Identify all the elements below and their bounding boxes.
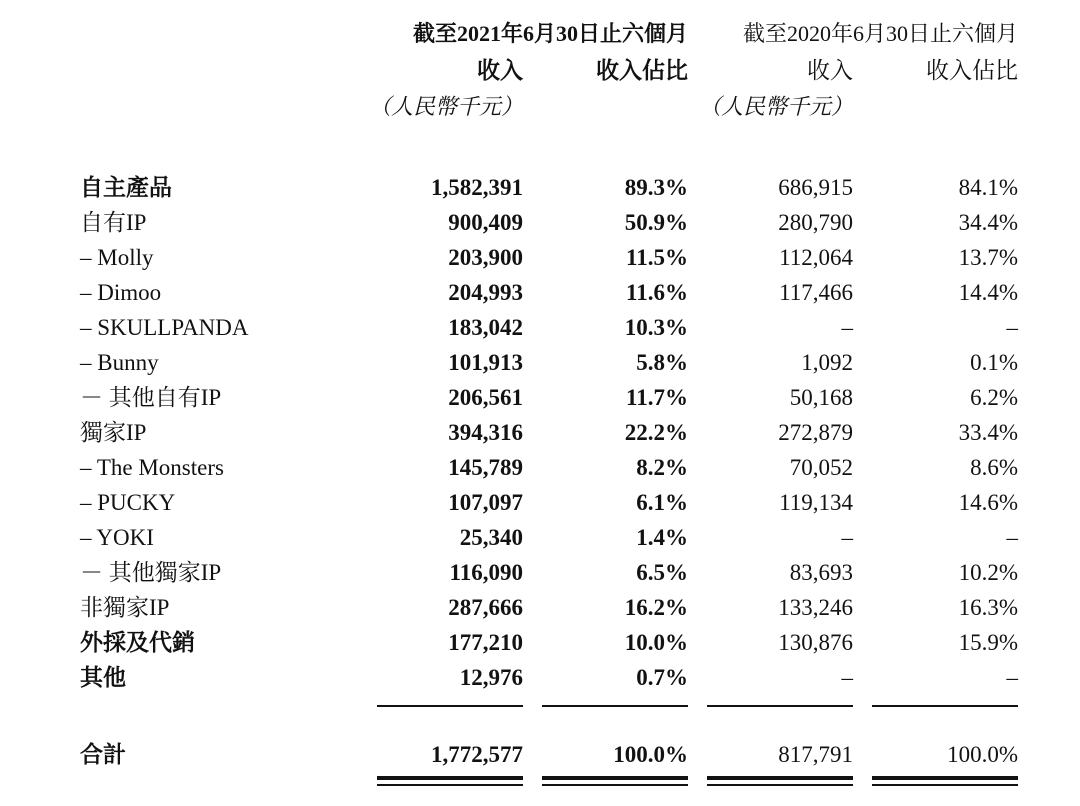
revenue-2021-cell: 900,409 [448, 210, 523, 235]
row-label: 獨家IP [80, 420, 147, 445]
table-header-periods [80, 16, 1018, 52]
table-header-columns [80, 52, 1018, 90]
table-row [80, 170, 1018, 205]
row-label: 自有IP [80, 210, 147, 235]
table-row [80, 450, 1018, 485]
subtotal-rule-row [80, 695, 1018, 711]
share-2020-cell: 8.6% [970, 455, 1018, 480]
table-row [80, 275, 1018, 310]
double-rule [688, 776, 853, 786]
share-2021-cell: 50.9% [624, 210, 688, 235]
row-label: – PUCKY [80, 490, 176, 515]
revenue-2020-cell: 272,879 [778, 420, 853, 445]
revenue-2021-cell: 107,097 [448, 490, 523, 515]
share-2021-cell: 11.6% [626, 280, 688, 305]
table-row [80, 555, 1018, 590]
revenue-2020-cell: – [841, 525, 853, 550]
revenue-2020-column-header: 收入 [807, 58, 853, 83]
revenue-2020-cell: 70,052 [789, 455, 853, 480]
share-2020-cell: 34.4% [958, 210, 1018, 235]
row-label: 自主產品 [80, 175, 172, 200]
table-row [80, 625, 1018, 660]
table-row [80, 240, 1018, 275]
single-rule [353, 695, 523, 708]
share-2021-cell: 0.7% [636, 665, 688, 690]
share-2020-cell: 14.4% [958, 280, 1018, 305]
table-body [80, 170, 1018, 786]
row-label: – SKULLPANDA [80, 315, 249, 340]
revenue-2020-cell: 686,915 [778, 175, 853, 200]
share-2020-cell: – [1006, 525, 1018, 550]
share-2021-cell: 10.0% [624, 630, 688, 655]
share-2021-cell: 8.2% [636, 455, 688, 480]
table-row [80, 520, 1018, 555]
revenue-2021-cell: 12,976 [459, 665, 523, 690]
row-label: – YOKI [80, 525, 154, 550]
row-label: – The Monsters [80, 455, 224, 480]
revenue-2021-cell: 204,993 [448, 280, 523, 305]
revenue-2021-cell: 394,316 [448, 420, 523, 445]
row-label: － 其他獨家IP [80, 560, 222, 585]
revenue-2020-cell: 112,064 [779, 245, 853, 270]
total-share-2021-cell: 100.0% [613, 742, 688, 767]
revenue-2020-cell: 280,790 [778, 210, 853, 235]
table-row [80, 380, 1018, 415]
revenue-2021-cell: 101,913 [448, 350, 523, 375]
share-2021-column-header: 收入佔比 [596, 58, 688, 83]
single-rule [688, 695, 853, 708]
revenue-2021-cell: 177,210 [448, 630, 523, 655]
revenue-2020-cell: 133,246 [778, 595, 853, 620]
total-label: 合計 [80, 742, 126, 767]
share-2020-cell: 0.1% [970, 350, 1018, 375]
revenue-2020-cell: 117,466 [779, 280, 853, 305]
revenue-2020-cell: 119,134 [779, 490, 853, 515]
unit-2021-label: （人民幣千元） [368, 94, 523, 119]
revenue-2020-cell: 83,693 [789, 560, 853, 585]
revenue-2020-cell: – [841, 315, 853, 340]
share-2020-cell: – [1006, 315, 1018, 340]
row-label: 其他 [80, 665, 126, 690]
share-2021-cell: 10.3% [624, 315, 688, 340]
table-row [80, 660, 1018, 695]
revenue-2020-cell: – [841, 665, 853, 690]
row-label: – Dimoo [80, 280, 162, 305]
revenue-2021-cell: 203,900 [448, 245, 523, 270]
revenue-2020-cell: 130,876 [778, 630, 853, 655]
period-2021-header: 截至2021年6月30日止六個月 [412, 21, 688, 46]
share-2021-cell: 11.7% [626, 385, 688, 410]
share-2021-cell: 89.3% [624, 175, 688, 200]
revenue-2021-cell: 1,582,391 [431, 175, 523, 200]
revenue-2020-cell: 50,168 [789, 385, 853, 410]
row-label: 非獨家IP [80, 595, 170, 620]
total-share-2020-cell: 100.0% [947, 742, 1018, 767]
table-row [80, 590, 1018, 625]
single-rule [853, 695, 1018, 708]
unit-2020-label: （人民幣千元） [698, 94, 853, 119]
share-2020-cell: 14.6% [958, 490, 1018, 515]
share-2021-cell: 1.4% [636, 525, 688, 550]
table-row [80, 485, 1018, 520]
total-double-rule-row [80, 776, 1018, 786]
period-2020-header: 截至2020年6月30日止六個月 [742, 21, 1018, 46]
revenue-2021-column-header: 收入 [477, 58, 523, 83]
total-revenue-2020-cell: 817,791 [778, 742, 853, 767]
share-2020-cell: 6.2% [970, 385, 1018, 410]
share-2020-cell: 33.4% [958, 420, 1018, 445]
share-2021-cell: 16.2% [624, 595, 688, 620]
table-row [80, 205, 1018, 240]
share-2020-cell: – [1006, 665, 1018, 690]
table-row [80, 345, 1018, 380]
revenue-2020-cell: 1,092 [801, 350, 853, 375]
table-row [80, 310, 1018, 345]
revenue-2021-cell: 145,789 [448, 455, 523, 480]
total-revenue-2021-cell: 1,772,577 [431, 742, 523, 767]
single-rule [523, 695, 688, 708]
share-2021-cell: 11.5% [626, 245, 688, 270]
double-rule [523, 776, 688, 786]
share-2020-cell: 13.7% [958, 245, 1018, 270]
share-2020-cell: 10.2% [958, 560, 1018, 585]
share-2021-cell: 6.1% [636, 490, 688, 515]
row-label: – Bunny [80, 350, 159, 375]
table-row [80, 415, 1018, 450]
revenue-2021-cell: 183,042 [448, 315, 523, 340]
share-2021-cell: 22.2% [624, 420, 688, 445]
share-2020-cell: 16.3% [958, 595, 1018, 620]
row-label: – Molly [80, 245, 154, 270]
share-2021-cell: 6.5% [636, 560, 688, 585]
revenue-2021-cell: 206,561 [448, 385, 523, 410]
double-rule [853, 776, 1018, 786]
share-2020-column-header: 收入佔比 [926, 58, 1018, 83]
share-2021-cell: 5.8% [636, 350, 688, 375]
table-header-units [80, 90, 1018, 124]
total-row [80, 737, 1018, 773]
row-label: 外採及代銷 [80, 630, 195, 655]
share-2020-cell: 84.1% [958, 175, 1018, 200]
revenue-2021-cell: 287,666 [448, 595, 523, 620]
double-rule [353, 776, 523, 786]
row-label: － 其他自有IP [80, 385, 222, 410]
share-2020-cell: 15.9% [958, 630, 1018, 655]
revenue-2021-cell: 25,340 [459, 525, 523, 550]
revenue-2021-cell: 116,090 [449, 560, 523, 585]
